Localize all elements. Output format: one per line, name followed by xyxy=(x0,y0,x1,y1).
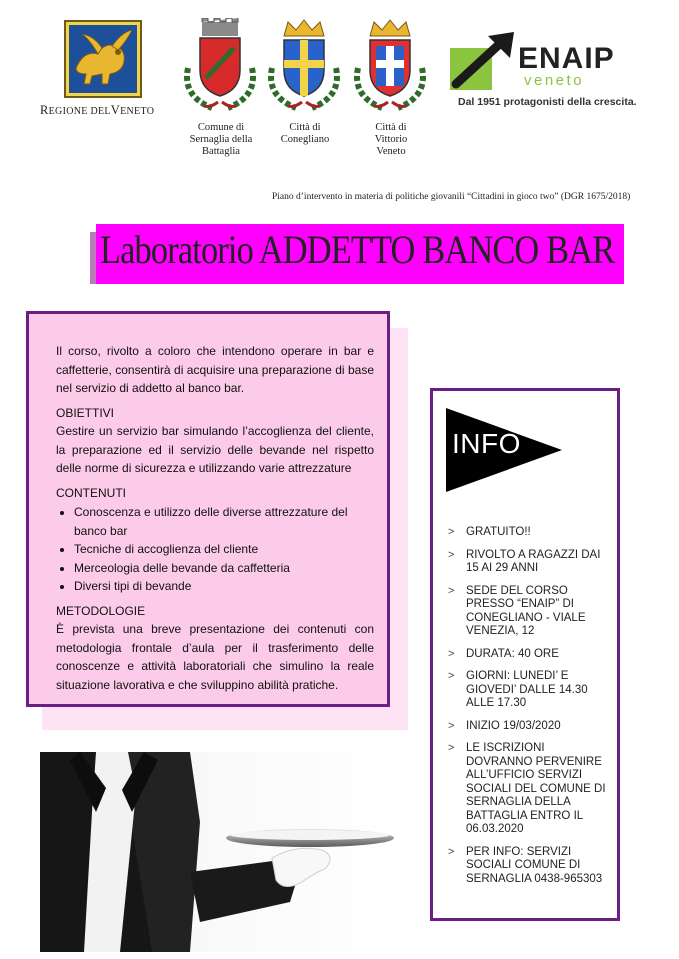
list-item: • Tecniche di accoglienza del cliente xyxy=(74,540,374,559)
info-item-days: > GIORNI: LUNEDI’ E GIOVEDI’ DALLE 14.30 ALLE 17.30 xyxy=(446,670,608,711)
contents-heading: CONTENUTI xyxy=(56,485,126,500)
list-item: • Diversi tipi di bevande xyxy=(74,577,374,596)
enaip-tagline: Dal 1951 protagonisti della crescita. xyxy=(458,96,637,108)
list-item: • Conoscenza e utilizzo delle diverse attrezzature del banco bar xyxy=(74,503,374,540)
info-item-contact: > PER INFO: SERVIZI SOCIALI COMUNE DI SERNAGLIA 0438-965303 xyxy=(446,846,608,887)
info-label: INFO xyxy=(452,428,521,459)
waiter-with-tray-photo xyxy=(40,752,398,952)
info-list xyxy=(446,526,608,895)
sernaglia-caption: Comune di Sernaglia della Battaglia xyxy=(189,122,253,157)
conegliano-coat-of-arms-icon xyxy=(262,18,346,116)
sernaglia-coat-of-arms-icon xyxy=(178,18,262,116)
methods-heading: METODOLOGIE xyxy=(56,603,146,618)
page-title: Laboratorio ADDETTO BANCO BAR xyxy=(100,227,615,272)
info-item-location: > SEDE DEL CORSO PRESSO “ENAIP” DI CONEGLIANO - VIALE VENEZIA, 12 xyxy=(446,585,608,639)
conegliano-caption: Città di Conegliano xyxy=(280,122,330,145)
enaip-arrow-icon xyxy=(448,30,522,92)
regione-veneto-name: REGIONE DELVENETO xyxy=(40,103,155,117)
info-item-target: > RIVOLTO A RAGAZZI DAI 15 AI 29 ANNI xyxy=(446,549,608,576)
description-content xyxy=(56,342,374,700)
regione-veneto-lion-logo xyxy=(64,20,142,98)
info-item-start: > INIZIO 19/03/2020 xyxy=(446,720,608,734)
enaip-logo-subtext: veneto xyxy=(524,72,585,89)
info-item-cost: > GRATUITO!! xyxy=(446,526,608,540)
info-item-enrollment: > LE ISCRIZIONI DOVRANNO PERVENIRE ALL’UFFICIO SERVIZI SOCIALI DEL COMUNE DI SERNAGLIA DELLA BATTAGLIA ENTRO IL 06.03.2020 xyxy=(446,742,608,837)
objectives-text: Gestire un servizio bar simulando l’accoglienza del cliente, la preparazione ed il servizio delle bevande nel rispetto delle norme di sicurezza e utilizzando varie attrezzature xyxy=(56,424,374,475)
vittorio-veneto-coat-of-arms-icon xyxy=(348,18,432,116)
course-intro: Il corso, rivolto a coloro che intendono operare in bar e caffetterie, consentirà di acquisire una preparazione di base nel servizio di addetto al banco bar. xyxy=(56,344,374,395)
list-item: • Merceologia delle bevande da caffetteria xyxy=(74,559,374,578)
vittorio-veneto-caption: Città di Vittorio Veneto xyxy=(374,122,408,157)
enaip-logo-text: ENAIP xyxy=(518,42,615,75)
plan-reference-line: Piano d’intervento in materia di politiche giovanili “Cittadini in gioco two” (DGR 1675/2018) xyxy=(272,192,631,202)
info-item-duration: > DURATA: 40 ORE xyxy=(446,648,608,662)
contents-list xyxy=(56,503,374,596)
objectives-heading: OBIETTIVI xyxy=(56,405,115,420)
methods-text: È prevista una breve presentazione dei contenuti con metodologia frontale d’aula per il trasferimento delle conoscenze e attività laboratoriali che simulino la reale situazione lavorativa e che sviluppino abilità pratiche. xyxy=(56,622,374,692)
